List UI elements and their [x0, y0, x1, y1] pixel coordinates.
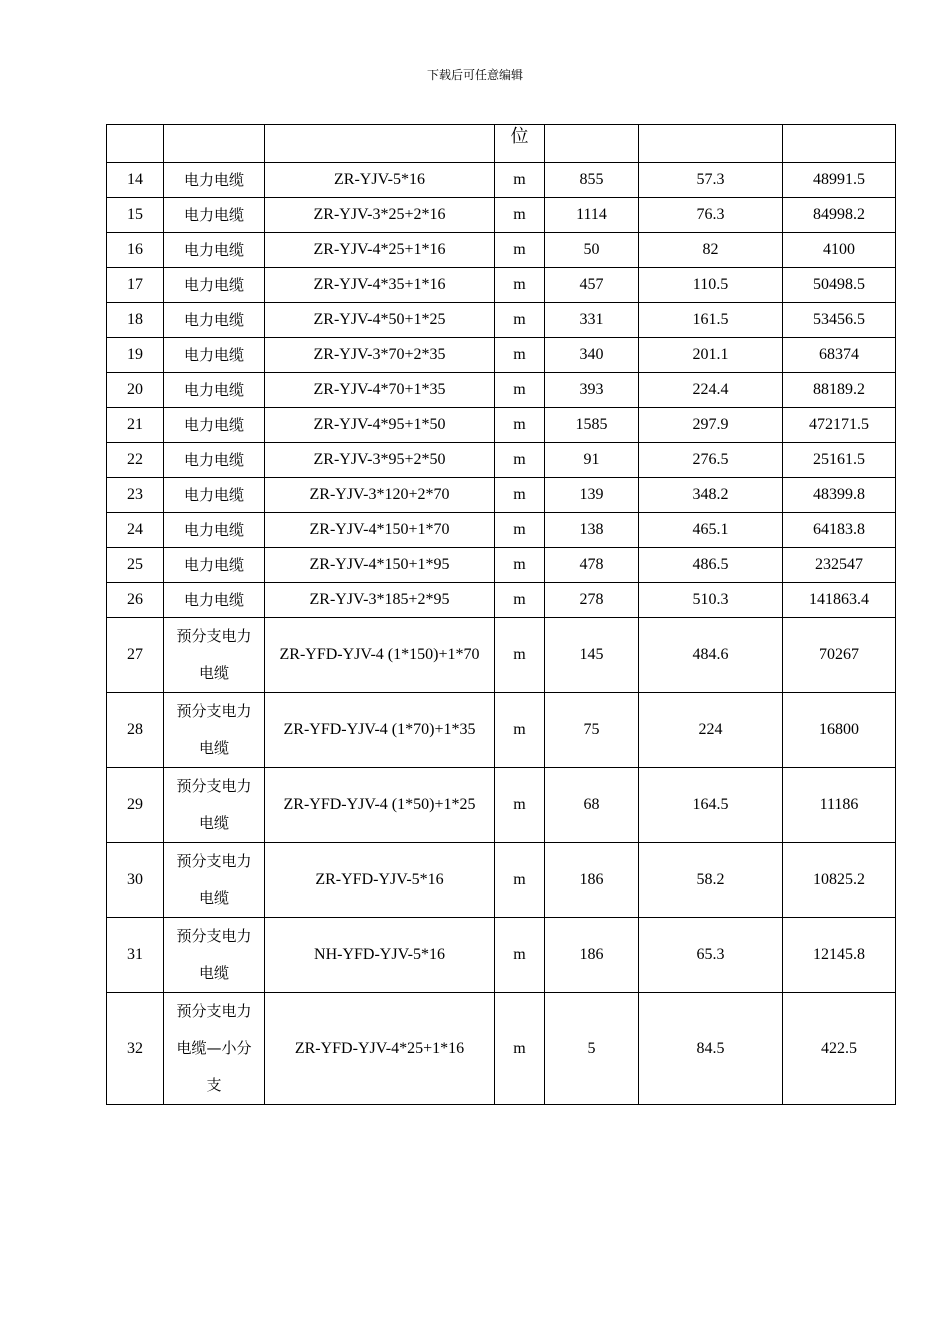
header-cell-price — [639, 125, 783, 163]
table-row — [107, 303, 896, 338]
cell-no: 30 — [107, 843, 164, 918]
table-row — [107, 478, 896, 513]
cell-price: 164.5 — [639, 768, 783, 843]
cell-qty: 393 — [545, 373, 639, 408]
cell-price: 82 — [639, 233, 783, 268]
cell-total: 48399.8 — [783, 478, 896, 513]
cell-total: 84998.2 — [783, 198, 896, 233]
cell-total: 68374 — [783, 338, 896, 373]
cell-model: ZR-YFD-YJV-4 (1*150)+1*70 — [265, 618, 495, 693]
cell-model: ZR-YJV-3*185+2*95 — [265, 583, 495, 618]
cell-name: 电力电缆 — [164, 513, 265, 548]
table-row — [107, 198, 896, 233]
table-row — [107, 163, 896, 198]
header-cell-unit: 位 — [495, 125, 545, 163]
cell-qty: 186 — [545, 843, 639, 918]
cell-total: 141863.4 — [783, 583, 896, 618]
cell-qty: 145 — [545, 618, 639, 693]
cell-unit: m — [495, 198, 545, 233]
header-cell-qty — [545, 125, 639, 163]
cell-total: 64183.8 — [783, 513, 896, 548]
cell-no: 15 — [107, 198, 164, 233]
cell-price: 297.9 — [639, 408, 783, 443]
cell-model: ZR-YJV-4*50+1*25 — [265, 303, 495, 338]
cell-total: 48991.5 — [783, 163, 896, 198]
cell-no: 23 — [107, 478, 164, 513]
cell-no: 19 — [107, 338, 164, 373]
cell-no: 29 — [107, 768, 164, 843]
cell-qty: 139 — [545, 478, 639, 513]
cell-model: ZR-YJV-5*16 — [265, 163, 495, 198]
cell-name: 电力电缆 — [164, 268, 265, 303]
cell-unit: m — [495, 233, 545, 268]
cell-model: ZR-YJV-4*150+1*70 — [265, 513, 495, 548]
cell-qty: 91 — [545, 443, 639, 478]
cell-name: 预分支电力电缆 — [164, 918, 265, 993]
cell-qty: 75 — [545, 693, 639, 768]
cell-no: 24 — [107, 513, 164, 548]
cell-price: 224 — [639, 693, 783, 768]
table-row — [107, 993, 896, 1105]
cell-unit: m — [495, 693, 545, 768]
cell-model: ZR-YJV-3*25+2*16 — [265, 198, 495, 233]
cell-unit: m — [495, 583, 545, 618]
cell-total: 472171.5 — [783, 408, 896, 443]
cell-model: ZR-YJV-4*35+1*16 — [265, 268, 495, 303]
cell-name: 电力电缆 — [164, 233, 265, 268]
cell-model: ZR-YFD-YJV-4 (1*70)+1*35 — [265, 693, 495, 768]
cell-price: 486.5 — [639, 548, 783, 583]
cell-no: 22 — [107, 443, 164, 478]
cell-no: 32 — [107, 993, 164, 1105]
cell-qty: 478 — [545, 548, 639, 583]
cell-no: 18 — [107, 303, 164, 338]
table-row — [107, 918, 896, 993]
cell-unit: m — [495, 768, 545, 843]
cell-total: 25161.5 — [783, 443, 896, 478]
cell-price: 465.1 — [639, 513, 783, 548]
table-row — [107, 268, 896, 303]
cell-unit: m — [495, 163, 545, 198]
cell-qty: 1114 — [545, 198, 639, 233]
table-row — [107, 233, 896, 268]
cell-name: 电力电缆 — [164, 408, 265, 443]
cell-qty: 68 — [545, 768, 639, 843]
cell-price: 510.3 — [639, 583, 783, 618]
header-cell-name — [164, 125, 265, 163]
table-row — [107, 513, 896, 548]
cell-price: 224.4 — [639, 373, 783, 408]
header-cell-no — [107, 125, 164, 163]
cell-total: 11186 — [783, 768, 896, 843]
cell-qty: 186 — [545, 918, 639, 993]
cell-total: 4100 — [783, 233, 896, 268]
table-row — [107, 373, 896, 408]
cell-model: ZR-YJV-3*120+2*70 — [265, 478, 495, 513]
cell-qty: 138 — [545, 513, 639, 548]
table-row — [107, 693, 896, 768]
cell-total: 53456.5 — [783, 303, 896, 338]
cell-name: 电力电缆 — [164, 303, 265, 338]
cell-no: 16 — [107, 233, 164, 268]
cell-name: 预分支电力电缆 — [164, 768, 265, 843]
cell-model: ZR-YJV-3*70+2*35 — [265, 338, 495, 373]
cell-price: 110.5 — [639, 268, 783, 303]
cell-name: 电力电缆 — [164, 583, 265, 618]
cell-total: 12145.8 — [783, 918, 896, 993]
header-cell-model — [265, 125, 495, 163]
cell-unit: m — [495, 303, 545, 338]
cell-unit: m — [495, 513, 545, 548]
cell-total: 70267 — [783, 618, 896, 693]
cell-model: ZR-YJV-4*150+1*95 — [265, 548, 495, 583]
cell-price: 58.2 — [639, 843, 783, 918]
continued-header-row — [107, 125, 896, 163]
cell-name: 电力电缆 — [164, 163, 265, 198]
table-row — [107, 338, 896, 373]
page-header: 下载后可任意编辑 — [426, 68, 523, 82]
cell-qty: 278 — [545, 583, 639, 618]
table-row — [107, 618, 896, 693]
cable-price-table — [106, 124, 896, 1105]
table-row — [107, 583, 896, 618]
cell-unit: m — [495, 993, 545, 1105]
cell-name: 预分支电力电缆 — [164, 843, 265, 918]
cell-unit: m — [495, 478, 545, 513]
cell-model: ZR-YJV-4*25+1*16 — [265, 233, 495, 268]
cell-qty: 50 — [545, 233, 639, 268]
cell-price: 201.1 — [639, 338, 783, 373]
cell-name: 预分支电力电缆 — [164, 618, 265, 693]
cell-name: 电力电缆 — [164, 548, 265, 583]
cell-unit: m — [495, 268, 545, 303]
cell-price: 348.2 — [639, 478, 783, 513]
cell-model: ZR-YFD-YJV-4*25+1*16 — [265, 993, 495, 1105]
table-row — [107, 443, 896, 478]
cell-model: ZR-YJV-4*95+1*50 — [265, 408, 495, 443]
cell-unit: m — [495, 373, 545, 408]
table-row — [107, 548, 896, 583]
cell-name: 预分支电力电缆 — [164, 693, 265, 768]
cell-price: 484.6 — [639, 618, 783, 693]
cell-unit: m — [495, 918, 545, 993]
cell-model: ZR-YJV-3*95+2*50 — [265, 443, 495, 478]
cell-no: 21 — [107, 408, 164, 443]
cell-no: 27 — [107, 618, 164, 693]
cell-no: 26 — [107, 583, 164, 618]
cell-unit: m — [495, 548, 545, 583]
cell-model: NH-YFD-YJV-5*16 — [265, 918, 495, 993]
cell-price: 161.5 — [639, 303, 783, 338]
cell-no: 14 — [107, 163, 164, 198]
cell-price: 76.3 — [639, 198, 783, 233]
cell-price: 276.5 — [639, 443, 783, 478]
cell-price: 65.3 — [639, 918, 783, 993]
cell-model: ZR-YJV-4*70+1*35 — [265, 373, 495, 408]
cell-qty: 457 — [545, 268, 639, 303]
cell-unit: m — [495, 618, 545, 693]
cell-no: 31 — [107, 918, 164, 993]
cell-model: ZR-YFD-YJV-5*16 — [265, 843, 495, 918]
cell-name: 电力电缆 — [164, 198, 265, 233]
table-body — [107, 125, 896, 1105]
cell-name: 电力电缆 — [164, 478, 265, 513]
cell-unit: m — [495, 408, 545, 443]
cell-name: 电力电缆 — [164, 443, 265, 478]
header-cell-total — [783, 125, 896, 163]
cell-total: 88189.2 — [783, 373, 896, 408]
cell-total: 16800 — [783, 693, 896, 768]
table-row — [107, 843, 896, 918]
cell-qty: 331 — [545, 303, 639, 338]
cell-no: 20 — [107, 373, 164, 408]
cell-price: 57.3 — [639, 163, 783, 198]
cell-no: 25 — [107, 548, 164, 583]
cell-qty: 855 — [545, 163, 639, 198]
cell-unit: m — [495, 338, 545, 373]
cell-total: 10825.2 — [783, 843, 896, 918]
cell-model: ZR-YFD-YJV-4 (1*50)+1*25 — [265, 768, 495, 843]
cell-total: 232547 — [783, 548, 896, 583]
cell-name: 电力电缆 — [164, 338, 265, 373]
cell-total: 422.5 — [783, 993, 896, 1105]
cell-name: 电力电缆 — [164, 373, 265, 408]
cell-name: 预分支电力电缆—小分支 — [164, 993, 265, 1105]
cell-qty: 1585 — [545, 408, 639, 443]
table-row — [107, 768, 896, 843]
cell-unit: m — [495, 443, 545, 478]
cell-no: 17 — [107, 268, 164, 303]
table-row — [107, 408, 896, 443]
cell-price: 84.5 — [639, 993, 783, 1105]
cell-qty: 340 — [545, 338, 639, 373]
cell-unit: m — [495, 843, 545, 918]
cell-no: 28 — [107, 693, 164, 768]
cell-total: 50498.5 — [783, 268, 896, 303]
cell-qty: 5 — [545, 993, 639, 1105]
